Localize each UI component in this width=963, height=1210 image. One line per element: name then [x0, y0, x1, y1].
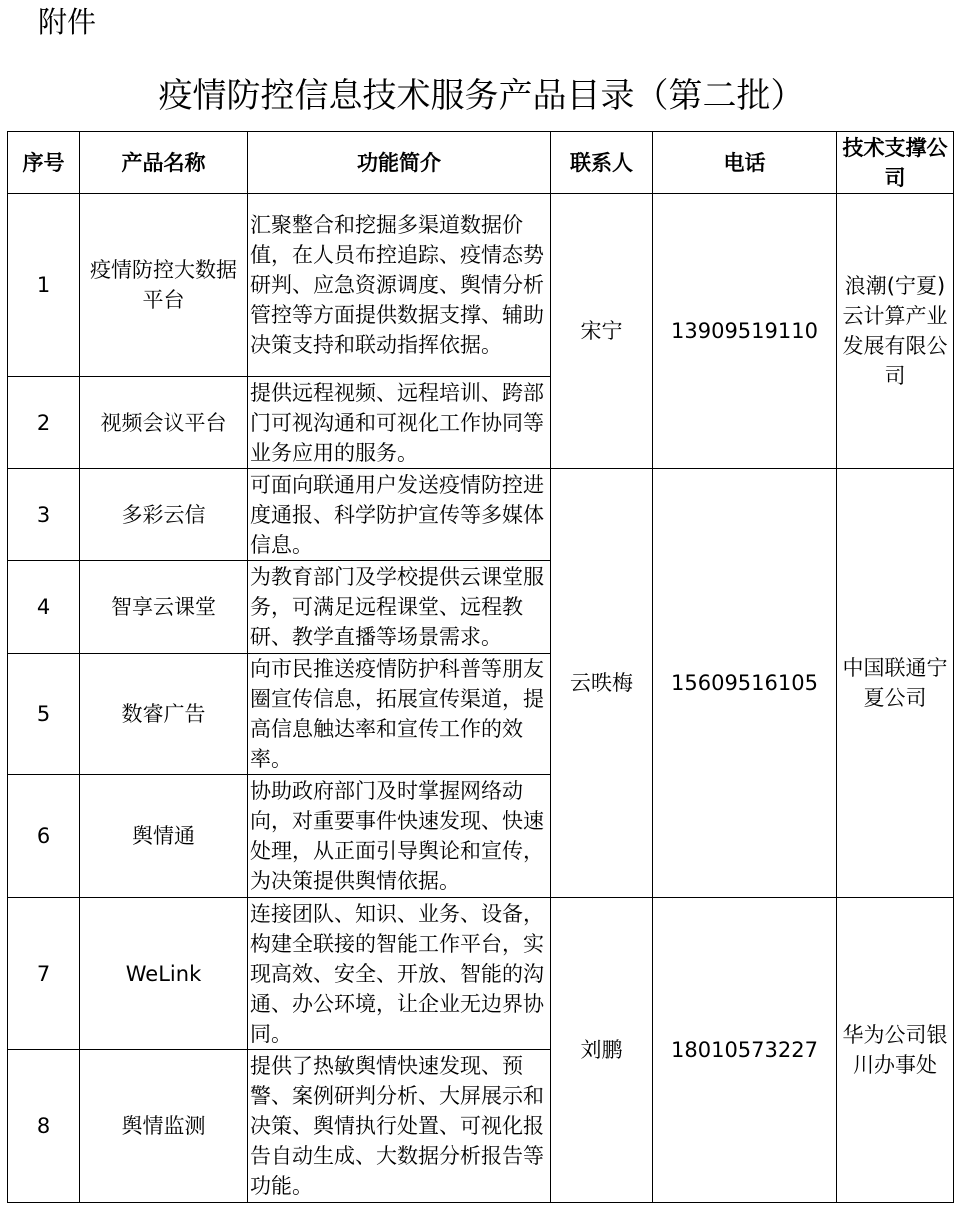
product-description: 向市民推送疫情防护科普等朋友圈宣传信息，拓展宣传渠道，提高信息触达率和宣传工作的效率。	[248, 654, 551, 775]
product-name: 舆情通	[80, 775, 248, 898]
row-index: 5	[8, 654, 80, 775]
support-company: 中国联通宁夏公司	[837, 469, 954, 898]
header-index: 序号	[8, 132, 80, 194]
phone-number: 18010573227	[653, 898, 837, 1203]
attachment-label: 附件	[38, 5, 97, 39]
header-contact: 联系人	[551, 132, 653, 194]
product-description: 提供了热敏舆情快速发现、预警、案例研判分析、大屏展示和决策、舆情执行处置、可视化报告自动生成、大数据分析报告等功能。	[248, 1050, 551, 1203]
product-name: WeLink	[80, 898, 248, 1050]
product-name: 多彩云信	[80, 469, 248, 561]
support-company: 浪潮(宁夏)云计算产业发展有限公司	[837, 194, 954, 469]
table-row	[8, 469, 954, 561]
table-row	[8, 194, 954, 377]
row-index: 6	[8, 775, 80, 898]
product-catalog-table	[7, 131, 954, 1203]
header-row	[8, 132, 954, 194]
contact-person: 云昳梅	[551, 469, 653, 898]
header-company: 技术支撑公司	[837, 132, 954, 194]
row-index: 4	[8, 561, 80, 654]
phone-number: 13909519110	[653, 194, 837, 469]
product-description: 连接团队、知识、业务、设备，构建全联接的智能工作平台，实现高效、安全、开放、智能的沟通、办公环境，让企业无边界协同。	[248, 898, 551, 1050]
contact-person: 宋宁	[551, 194, 653, 469]
header-description: 功能简介	[248, 132, 551, 194]
product-description: 提供远程视频、远程培训、跨部门可视沟通和可视化工作协同等业务应用的服务。	[248, 377, 551, 469]
row-index: 1	[8, 194, 80, 377]
product-name: 智享云课堂	[80, 561, 248, 654]
row-index: 7	[8, 898, 80, 1050]
product-description: 可面向联通用户发送疫情防控进度通报、科学防护宣传等多媒体信息。	[248, 469, 551, 561]
support-company: 华为公司银川办事处	[837, 898, 954, 1203]
product-name: 疫情防控大数据平台	[80, 194, 248, 377]
product-description: 汇聚整合和挖掘多渠道数据价值，在人员布控追踪、疫情态势研判、应急资源调度、舆情分析管控等方面提供数据支撑、辅助决策支持和联动指挥依据。	[248, 194, 551, 377]
header-product: 产品名称	[80, 132, 248, 194]
product-name: 舆情监测	[80, 1050, 248, 1203]
product-description: 协助政府部门及时掌握网络动向，对重要事件快速发现、快速处理，从正面引导舆论和宣传，为决策提供舆情依据。	[248, 775, 551, 898]
row-index: 3	[8, 469, 80, 561]
product-name: 数睿广告	[80, 654, 248, 775]
phone-number: 15609516105	[653, 469, 837, 898]
row-index: 8	[8, 1050, 80, 1203]
page-title: 疫情防控信息技术服务产品目录（第二批）	[158, 76, 805, 116]
table-row	[8, 898, 954, 1050]
header-phone: 电话	[653, 132, 837, 194]
product-name: 视频会议平台	[80, 377, 248, 469]
contact-person: 刘鹏	[551, 898, 653, 1203]
product-description: 为教育部门及学校提供云课堂服务，可满足远程课堂、远程教研、教学直播等场景需求。	[248, 561, 551, 654]
row-index: 2	[8, 377, 80, 469]
